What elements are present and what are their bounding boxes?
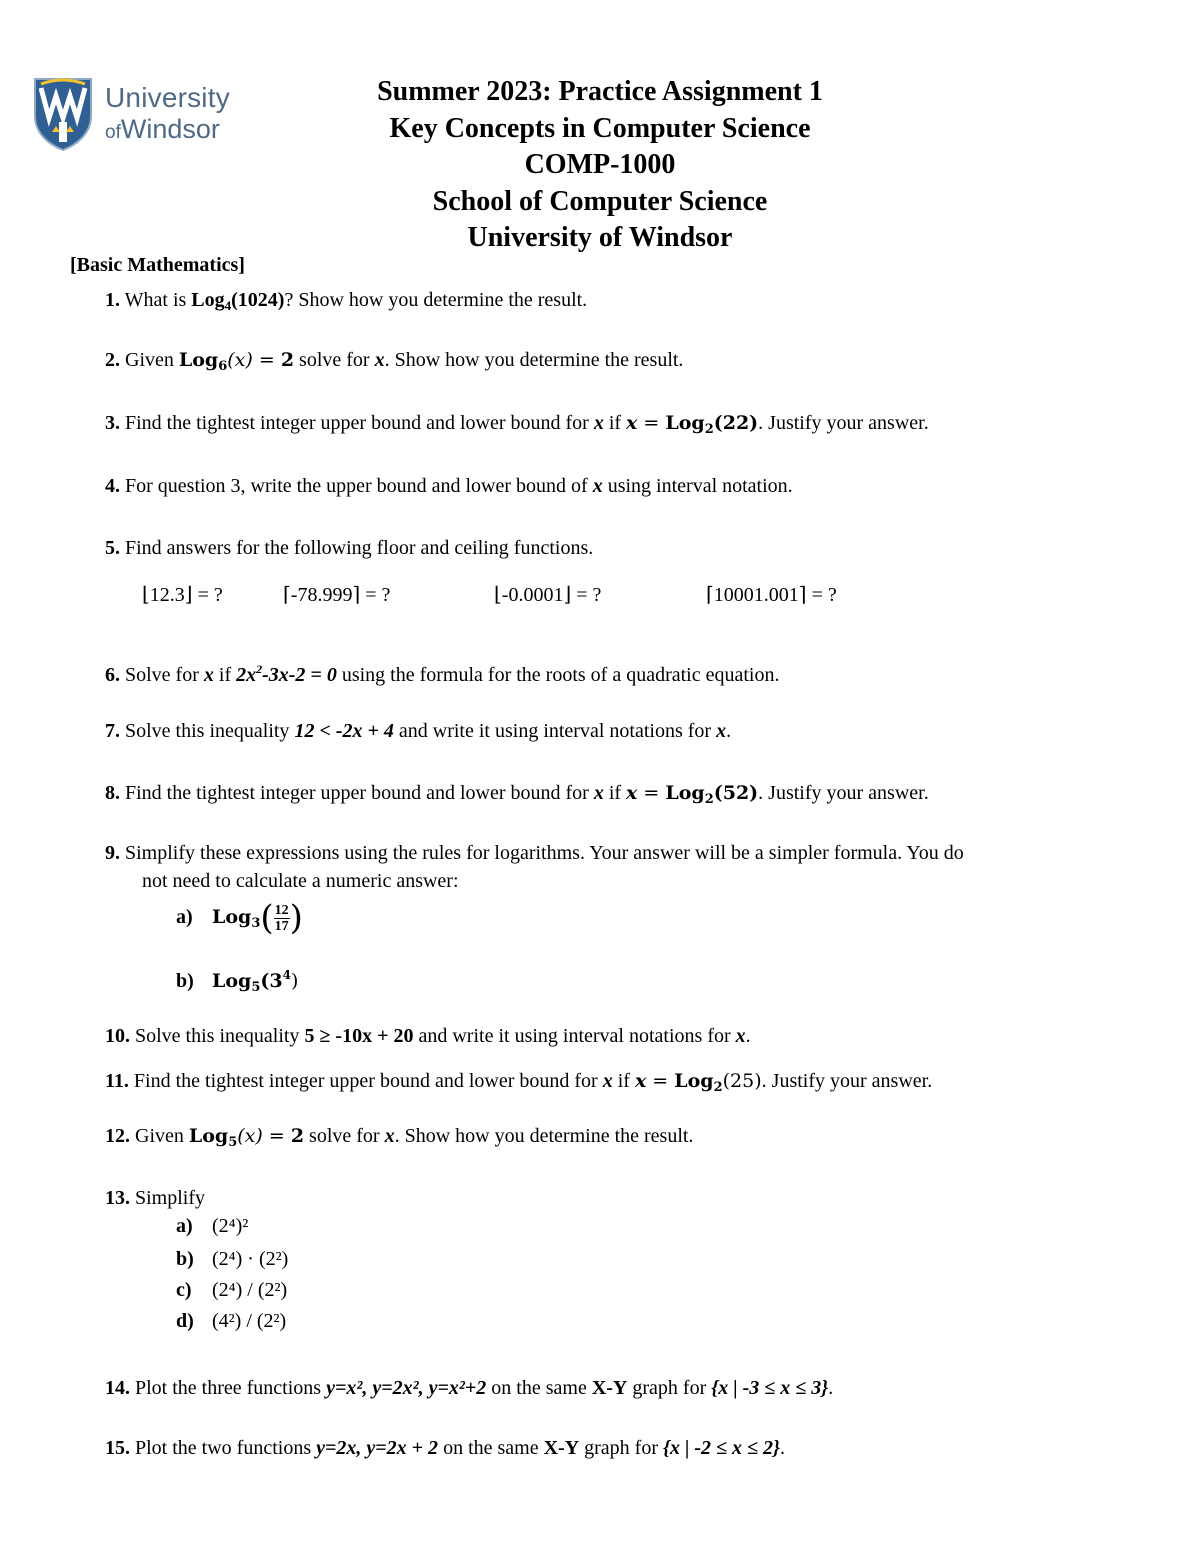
- question-15: 15. Plot the two functions y=2x, y=2x + 2 on the same X-Y graph for {x | -2 ≤ x ≤ 2}.: [105, 1437, 785, 1459]
- shield-icon: [32, 76, 94, 152]
- logo-line-university: University: [105, 82, 230, 113]
- document-header: [300, 74, 900, 257]
- header-course-name: Key Concepts in Computer Science: [389, 112, 811, 144]
- question-7: 7. Solve this inequality 12 < -2x + 4 and write it using interval notations for x.: [105, 720, 732, 742]
- section-title: [Basic Mathematics]: [70, 254, 245, 276]
- question-13b: b) (2⁴) · (2²): [176, 1248, 289, 1270]
- floor-item-3: ⌊-0.0001⌋ = ?: [494, 584, 602, 606]
- question-9-continuation: not need to calculate a numeric answer:: [142, 870, 459, 892]
- question-10: 10. Solve this inequality 5 ≥ -10x + 20 and write it using interval notations for x.: [105, 1025, 751, 1047]
- header-course-code: COMP-1000: [524, 149, 676, 180]
- question-8: 8. Find the tightest integer upper bound and lower bound for x if x = Log$_2$(52). Justify your answer.: [105, 782, 929, 807]
- question-12: 12. Given Log$_5$(x) = 2 solve for x. Show how you determine the result.: [105, 1125, 694, 1150]
- ceiling-item-2: ⌈-78.999⌉ = ?: [283, 584, 391, 606]
- question-4: 4. For question 3, write the upper bound and lower bound of x using interval notation.: [105, 475, 793, 497]
- question-2: 2. Given Log$_6$(x) = 2 solve for x. Show how you determine the result.: [105, 349, 684, 374]
- question-6: 6. Solve for x if $2x^2-3x-2 = 0$ using the formula for the roots of a quadratic equation.: [105, 662, 780, 686]
- question-9: 9. Simplify these expressions using the rules for logarithms. Your answer will be a simpler formula. You do not need to calculate a numeric answer:: [105, 839, 1135, 895]
- question-13: 13. Simplify: [105, 1187, 206, 1209]
- header-school: School of Computer Science: [432, 185, 768, 217]
- question-14: 14. Plot the three functions y=x², y=2x², y=x²+2 on the same X-Y graph for {x | -3 ≤ x ≤ 3}.: [105, 1377, 834, 1399]
- header-university: University of Windsor: [467, 222, 733, 253]
- question-9b: b) $Log_5(3^4)$: [176, 968, 299, 995]
- question-13a: a) (2⁴)²: [176, 1215, 249, 1237]
- question-11: 11. Find the tightest integer upper bound and lower bound for x if x = Log$_2$(25). Justify your answer.: [105, 1070, 933, 1095]
- question-13d: d) (4²) / (2²): [176, 1310, 287, 1332]
- ceiling-item-4: ⌈10001.001⌉ = ?: [706, 584, 837, 606]
- floor-item-1: ⌊12.3⌋ = ?: [142, 584, 223, 606]
- question-13c: c) (2⁴) / (2²): [176, 1279, 288, 1301]
- question-9a: a) Log$_3$( $\frac{12}{17}$ ): [176, 898, 303, 938]
- university-logo: [32, 76, 242, 154]
- question-5: 5. Find answers for the following floor and ceiling functions.: [105, 537, 594, 559]
- header-title: Summer 2023: Practice Assignment 1: [377, 76, 823, 107]
- fraction: $\frac{12}{17}$: [274, 902, 289, 934]
- question-1: 1. What is Log$_4$(1024)? Show how you determine the result.: [105, 289, 588, 313]
- logo-line-windsor: ofWindsor: [105, 114, 220, 144]
- logo-wordmark: [105, 84, 230, 143]
- question-3: 3. Find the tightest integer upper bound and lower bound for x if x = Log$_2$(22). Justify your answer.: [105, 412, 929, 437]
